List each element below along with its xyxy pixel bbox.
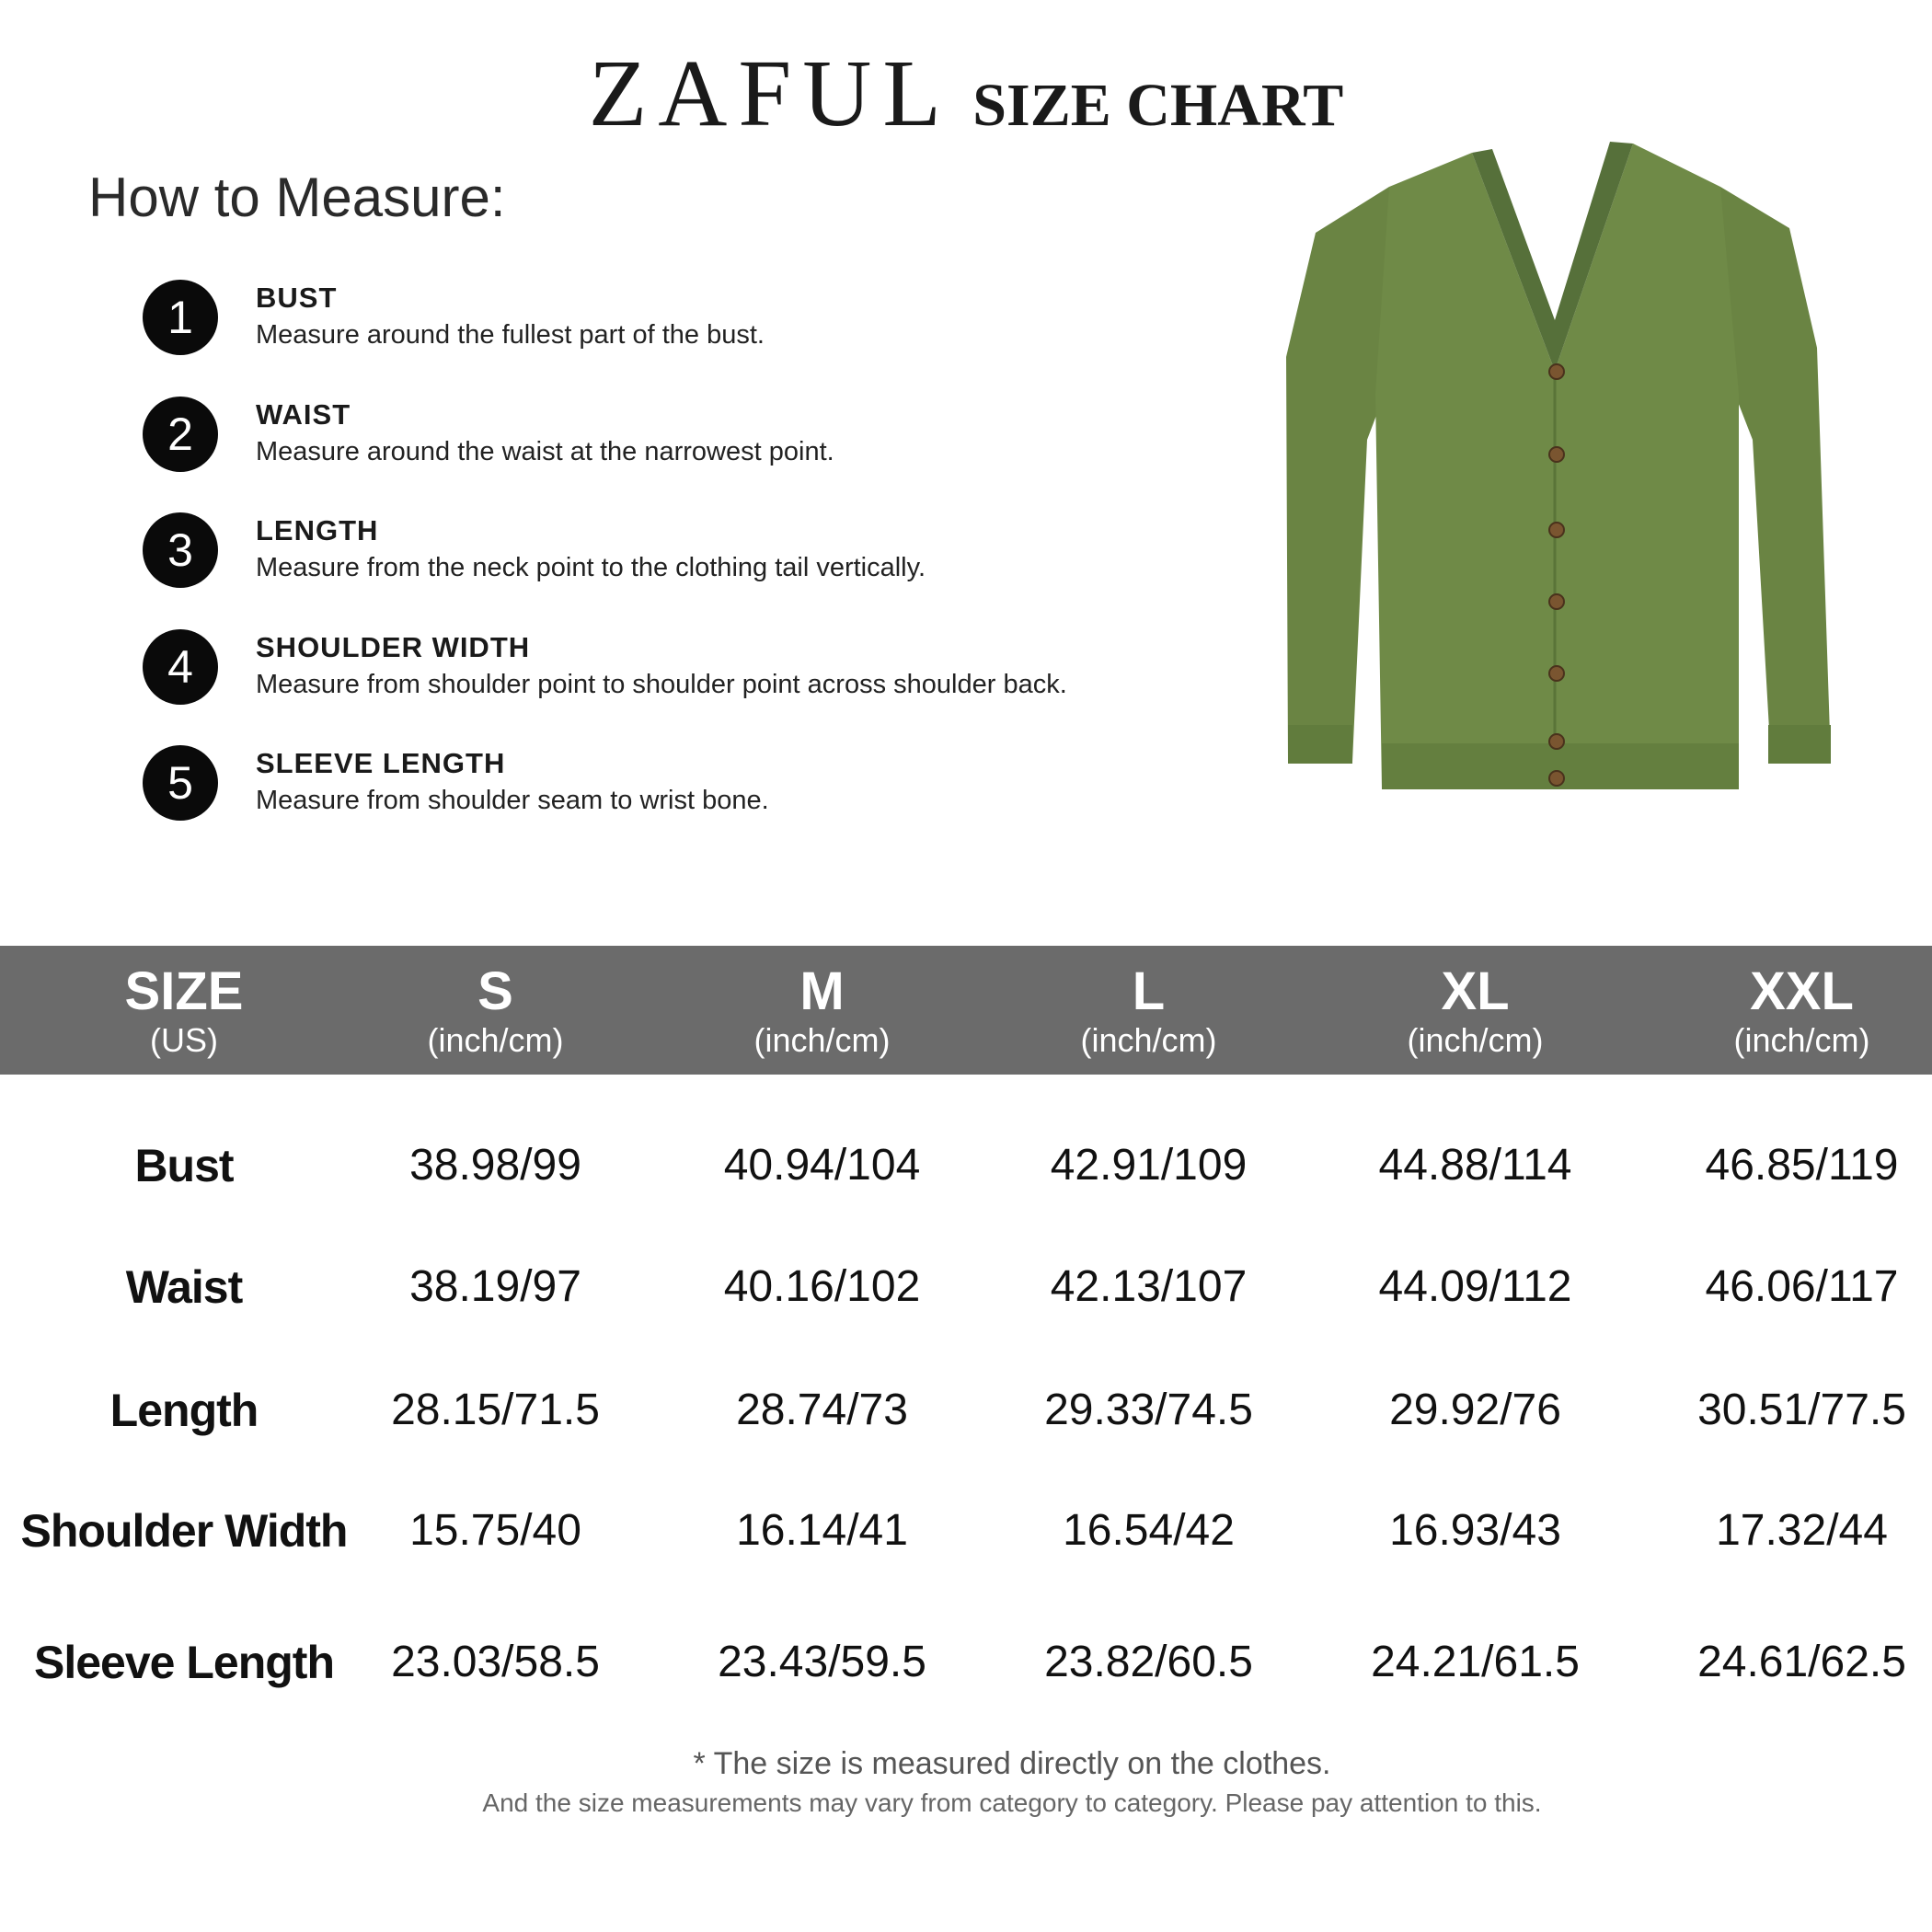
table-cell: 16.54/42 — [1063, 1506, 1235, 1555]
step-number-badge: 1 — [143, 280, 218, 355]
table-cell: 23.82/60.5 — [1044, 1638, 1253, 1686]
row-label: Waist — [125, 1261, 243, 1313]
header-sub: (inch/cm) — [427, 1021, 564, 1059]
table-cell: 16.93/43 — [1389, 1506, 1561, 1555]
header-cell-size — [0, 946, 368, 1075]
cardigan-product-image — [1279, 136, 1840, 799]
step-number-badge: 3 — [143, 512, 218, 588]
step-title: SHOULDER WIDTH — [256, 630, 531, 663]
measure-steps — [143, 276, 1247, 858]
step-title: WAIST — [256, 397, 351, 431]
table-cell: 23.43/59.5 — [718, 1638, 926, 1686]
table-row-waist — [0, 1250, 1932, 1324]
measurement-note: * The size is measured directly on the clothes. — [693, 1746, 1331, 1781]
table-row-shoulder-width — [0, 1494, 1932, 1568]
step-shoulder-width — [143, 626, 1247, 742]
table-cell: 24.61/62.5 — [1697, 1638, 1906, 1686]
table-cell: 46.85/119 — [1705, 1141, 1899, 1190]
brand-logo: ZAFUL — [588, 40, 952, 146]
header-main: S — [477, 961, 513, 1021]
page-header — [0, 39, 1932, 148]
step-title: BUST — [256, 282, 338, 314]
table-cell: 38.98/99 — [409, 1141, 581, 1190]
step-description: Measure from shoulder seam to wrist bone. — [256, 786, 769, 815]
step-number-badge: 2 — [143, 397, 218, 472]
step-sleeve-length — [143, 742, 1247, 858]
table-row-bust — [0, 1129, 1932, 1202]
table-cell: 38.19/97 — [409, 1262, 581, 1311]
step-description: Measure from the neck point to the clothing tail vertically. — [256, 553, 926, 582]
header-sub: (inch/cm) — [753, 1021, 891, 1059]
table-cell: 40.16/102 — [723, 1262, 921, 1311]
step-bust — [143, 276, 1247, 393]
header-sub: (inch/cm) — [1080, 1021, 1217, 1059]
step-length — [143, 509, 1247, 626]
table-cell: 40.94/104 — [723, 1141, 921, 1190]
table-cell: 17.32/44 — [1716, 1506, 1888, 1555]
step-number-badge: 5 — [143, 745, 218, 821]
how-to-measure-title: How to Measure: — [88, 167, 506, 228]
size-table-header — [0, 946, 1932, 1075]
table-cell: 42.13/107 — [1050, 1262, 1248, 1311]
table-cell: 16.14/41 — [736, 1506, 908, 1555]
header-main: XL — [1441, 961, 1510, 1021]
header-sub: (US) — [150, 1021, 218, 1059]
header-main: M — [799, 961, 845, 1021]
step-description: Measure around the fullest part of the bust. — [256, 320, 765, 350]
table-cell: 15.75/40 — [409, 1506, 581, 1555]
header-cell-xl — [1312, 946, 1639, 1075]
table-cell: 24.21/61.5 — [1371, 1638, 1580, 1686]
header-cell-m — [659, 946, 985, 1075]
table-cell: 29.92/76 — [1389, 1386, 1561, 1434]
table-cell: 28.15/71.5 — [391, 1386, 600, 1434]
header-main: L — [1132, 961, 1166, 1021]
row-label: Length — [109, 1385, 259, 1436]
row-label: Bust — [134, 1140, 234, 1191]
row-label: Shoulder Width — [20, 1505, 348, 1557]
step-description: Measure around the waist at the narrowest point. — [256, 436, 834, 466]
step-title: SLEEVE LENGTH — [256, 747, 506, 779]
table-cell: 28.74/73 — [736, 1386, 908, 1434]
header-cell-xxl — [1639, 946, 1932, 1075]
page-title: SIZE CHART — [972, 72, 1344, 139]
step-description: Measure from shoulder point to shoulder point across shoulder back. — [256, 669, 1067, 699]
header-main: XXL — [1750, 961, 1854, 1021]
table-row-sleeve-length — [0, 1626, 1932, 1699]
header-main: SIZE — [124, 961, 244, 1021]
table-row-length — [0, 1374, 1932, 1447]
header-sub: (inch/cm) — [1733, 1021, 1870, 1059]
table-cell: 42.91/109 — [1050, 1141, 1248, 1190]
step-number-badge: 4 — [143, 629, 218, 705]
table-cell: 44.09/112 — [1378, 1262, 1572, 1311]
table-cell: 29.33/74.5 — [1044, 1386, 1253, 1434]
table-cell: 30.51/77.5 — [1697, 1386, 1906, 1434]
header-sub: (inch/cm) — [1407, 1021, 1544, 1059]
step-title: LENGTH — [256, 514, 379, 546]
table-cell: 23.03/58.5 — [391, 1638, 600, 1686]
measurement-disclaimer: And the size measurements may vary from category to category. Please pay attention to this. — [482, 1788, 1542, 1817]
step-waist — [143, 393, 1247, 510]
header-cell-l — [985, 946, 1312, 1075]
header-cell-s — [332, 946, 659, 1075]
table-cell: 46.06/117 — [1705, 1262, 1899, 1311]
table-cell: 44.88/114 — [1378, 1141, 1572, 1190]
row-label: Sleeve Length — [34, 1637, 334, 1688]
